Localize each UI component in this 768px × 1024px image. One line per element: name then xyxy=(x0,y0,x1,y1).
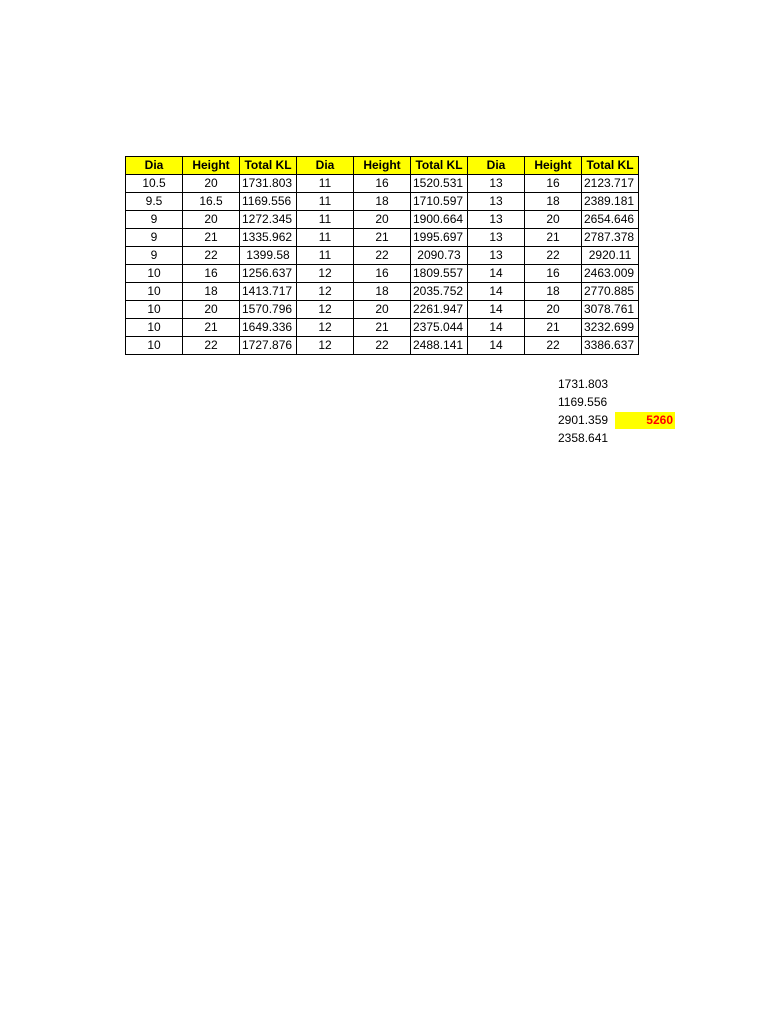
table-row xyxy=(126,211,639,229)
header-height: Height xyxy=(525,157,582,175)
cell-total-kl: 3386.637 xyxy=(582,337,639,355)
cell-height: 18 xyxy=(354,283,411,301)
cell-total-kl: 1413.717 xyxy=(240,283,297,301)
table-row xyxy=(126,229,639,247)
cell-dia: 13 xyxy=(468,211,525,229)
cell-dia: 10 xyxy=(126,265,183,283)
cell-total-kl: 1399.58 xyxy=(240,247,297,265)
cell-height: 18 xyxy=(354,193,411,211)
cell-dia: 10.5 xyxy=(126,175,183,193)
cell-dia: 9.5 xyxy=(126,193,183,211)
cell-dia: 10 xyxy=(126,319,183,337)
cell-height: 22 xyxy=(354,337,411,355)
cell-height: 21 xyxy=(354,319,411,337)
cell-height: 20 xyxy=(525,211,582,229)
header-dia: Dia xyxy=(297,157,354,175)
cell-total-kl: 2770.885 xyxy=(582,283,639,301)
side-values xyxy=(555,375,677,447)
cell-height: 18 xyxy=(525,193,582,211)
cell-total-kl: 1169.556 xyxy=(240,193,297,211)
cell-dia: 9 xyxy=(126,229,183,247)
cell-total-kl: 1256.637 xyxy=(240,265,297,283)
cell-total-kl: 3232.699 xyxy=(582,319,639,337)
cell-dia: 13 xyxy=(468,175,525,193)
cell-height: 16 xyxy=(183,265,240,283)
cell-dia: 10 xyxy=(126,301,183,319)
cell-height: 20 xyxy=(354,211,411,229)
cell-height: 18 xyxy=(525,283,582,301)
table-row xyxy=(126,175,639,193)
cell-height: 21 xyxy=(525,319,582,337)
side-value-row xyxy=(555,393,677,411)
cell-dia: 10 xyxy=(126,337,183,355)
side-value: 2901.359 xyxy=(558,413,609,427)
cell-total-kl: 1649.336 xyxy=(240,319,297,337)
table-row xyxy=(126,319,639,337)
cell-height: 16 xyxy=(354,175,411,193)
cell-height: 18 xyxy=(183,283,240,301)
table-row xyxy=(126,193,639,211)
cell-dia: 14 xyxy=(468,265,525,283)
cell-height: 21 xyxy=(354,229,411,247)
cell-total-kl: 2389.181 xyxy=(582,193,639,211)
cell-height: 16 xyxy=(354,265,411,283)
header-height: Height xyxy=(354,157,411,175)
header-dia: Dia xyxy=(126,157,183,175)
cell-height: 21 xyxy=(525,229,582,247)
table-header-row xyxy=(126,157,639,175)
data-table xyxy=(125,156,639,355)
cell-height: 20 xyxy=(354,301,411,319)
side-value-row xyxy=(555,411,677,429)
table-row xyxy=(126,265,639,283)
side-value-row xyxy=(555,429,677,447)
cell-height: 16 xyxy=(525,265,582,283)
table-body xyxy=(126,175,639,355)
cell-total-kl: 2654.646 xyxy=(582,211,639,229)
cell-total-kl: 2375.044 xyxy=(411,319,468,337)
cell-total-kl: 3078.761 xyxy=(582,301,639,319)
cell-dia: 11 xyxy=(297,175,354,193)
cell-dia: 10 xyxy=(126,283,183,301)
cell-total-kl: 1570.796 xyxy=(240,301,297,319)
side-value-row xyxy=(555,375,677,393)
cell-height: 16.5 xyxy=(183,193,240,211)
cell-dia: 13 xyxy=(468,193,525,211)
cell-total-kl: 1995.697 xyxy=(411,229,468,247)
cell-dia: 11 xyxy=(297,211,354,229)
cell-total-kl: 1520.531 xyxy=(411,175,468,193)
cell-dia: 12 xyxy=(297,283,354,301)
cell-dia: 14 xyxy=(468,319,525,337)
cell-total-kl: 1900.664 xyxy=(411,211,468,229)
table-row xyxy=(126,337,639,355)
cell-total-kl: 2123.717 xyxy=(582,175,639,193)
cell-total-kl: 1727.876 xyxy=(240,337,297,355)
cell-height: 16 xyxy=(525,175,582,193)
cell-height: 22 xyxy=(183,247,240,265)
cell-total-kl: 1272.345 xyxy=(240,211,297,229)
header-total-kl: Total KL xyxy=(582,157,639,175)
cell-dia: 9 xyxy=(126,211,183,229)
cell-height: 21 xyxy=(183,319,240,337)
highlight-total-cell: 5260 xyxy=(615,412,675,429)
cell-total-kl: 2920.11 xyxy=(582,247,639,265)
cell-height: 22 xyxy=(525,337,582,355)
cell-dia: 12 xyxy=(297,337,354,355)
table-row xyxy=(126,301,639,319)
cell-total-kl: 2488.141 xyxy=(411,337,468,355)
cell-total-kl: 1335.962 xyxy=(240,229,297,247)
table-row xyxy=(126,247,639,265)
cell-dia: 13 xyxy=(468,247,525,265)
cell-dia: 14 xyxy=(468,283,525,301)
cell-height: 20 xyxy=(183,175,240,193)
cell-height: 22 xyxy=(525,247,582,265)
cell-height: 22 xyxy=(183,337,240,355)
cell-height: 20 xyxy=(183,301,240,319)
cell-dia: 11 xyxy=(297,229,354,247)
cell-total-kl: 2035.752 xyxy=(411,283,468,301)
table-row xyxy=(126,283,639,301)
cell-total-kl: 1731.803 xyxy=(240,175,297,193)
header-total-kl: Total KL xyxy=(240,157,297,175)
side-value: 2358.641 xyxy=(558,431,609,445)
cell-dia: 11 xyxy=(297,193,354,211)
cell-dia: 12 xyxy=(297,265,354,283)
cell-dia: 13 xyxy=(468,229,525,247)
header-height: Height xyxy=(183,157,240,175)
cell-height: 20 xyxy=(183,211,240,229)
cell-total-kl: 2261.947 xyxy=(411,301,468,319)
cell-dia: 14 xyxy=(468,301,525,319)
side-value: 1169.556 xyxy=(558,395,608,409)
cell-total-kl: 1710.597 xyxy=(411,193,468,211)
cell-height: 22 xyxy=(354,247,411,265)
cell-dia: 12 xyxy=(297,301,354,319)
cell-total-kl: 2787.378 xyxy=(582,229,639,247)
cell-dia: 9 xyxy=(126,247,183,265)
cell-total-kl: 2090.73 xyxy=(411,247,468,265)
cell-height: 20 xyxy=(525,301,582,319)
cell-total-kl: 2463.009 xyxy=(582,265,639,283)
cell-total-kl: 1809.557 xyxy=(411,265,468,283)
cell-dia: 11 xyxy=(297,247,354,265)
cell-dia: 14 xyxy=(468,337,525,355)
cell-dia: 12 xyxy=(297,319,354,337)
header-dia: Dia xyxy=(468,157,525,175)
cell-height: 21 xyxy=(183,229,240,247)
header-total-kl: Total KL xyxy=(411,157,468,175)
side-value: 1731.803 xyxy=(558,377,609,391)
